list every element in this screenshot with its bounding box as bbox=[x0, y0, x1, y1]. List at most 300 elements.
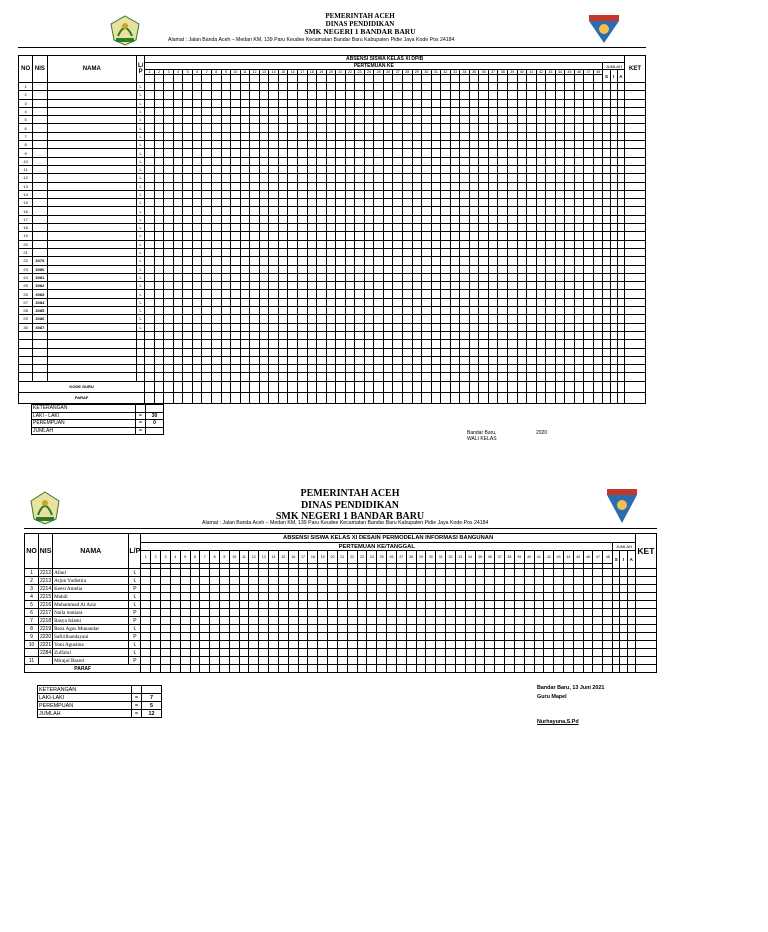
attendance-cell bbox=[412, 141, 422, 149]
row-nama bbox=[47, 207, 137, 215]
attendance-cell bbox=[610, 290, 617, 298]
attendance-cell bbox=[469, 273, 479, 281]
empty-cell bbox=[136, 405, 146, 413]
attendance-cell bbox=[318, 617, 328, 625]
signature-place: Bandar Baru, bbox=[467, 430, 497, 436]
attendance-cell bbox=[383, 323, 393, 331]
empty-cell bbox=[154, 348, 164, 356]
attendance-cell bbox=[450, 240, 460, 248]
attendance-cell bbox=[507, 232, 517, 240]
attendance-cell bbox=[269, 585, 279, 593]
attendance-cell bbox=[544, 593, 554, 601]
attendance-cell bbox=[536, 315, 546, 323]
attendance-cell bbox=[527, 157, 537, 165]
attendance-cell bbox=[422, 215, 432, 223]
empty-cell bbox=[317, 340, 327, 348]
empty-cell bbox=[364, 356, 374, 364]
attendance-cell bbox=[488, 141, 498, 149]
row-nis: 2215 bbox=[40, 593, 52, 600]
table-row bbox=[25, 633, 657, 641]
attendance-cell bbox=[573, 657, 583, 665]
attendance-cell bbox=[534, 569, 544, 577]
meeting-date-cell bbox=[250, 75, 260, 83]
attendance-cell bbox=[565, 99, 575, 107]
empty-cell bbox=[259, 348, 269, 356]
attendance-cell bbox=[202, 157, 212, 165]
empty-cell bbox=[555, 331, 565, 339]
attendance-cell bbox=[240, 91, 250, 99]
attendance-cell bbox=[593, 641, 603, 649]
attendance-cell bbox=[364, 265, 374, 273]
empty-cell bbox=[584, 348, 594, 356]
jumlah-sub-header: S bbox=[613, 551, 620, 569]
attendance-cell bbox=[475, 569, 485, 577]
attendance-cell bbox=[278, 224, 288, 232]
attendance-cell bbox=[534, 633, 544, 641]
attendance-cell bbox=[517, 265, 527, 273]
empty-cell bbox=[297, 365, 307, 373]
attendance-cell bbox=[278, 617, 288, 625]
attendance-cell bbox=[269, 157, 279, 165]
attendance-cell bbox=[259, 215, 269, 223]
empty-cell bbox=[240, 340, 250, 348]
attendance-cell bbox=[620, 625, 627, 633]
row-nama bbox=[47, 273, 137, 281]
attendance-cell bbox=[488, 165, 498, 173]
attendance-cell bbox=[625, 265, 646, 273]
attendance-cell bbox=[154, 199, 164, 207]
attendance-cell bbox=[505, 569, 515, 577]
row-nis: 3082 bbox=[33, 282, 47, 290]
meeting-number: 15 bbox=[278, 551, 288, 564]
attendance-cell bbox=[546, 273, 556, 281]
attendance-cell bbox=[367, 617, 377, 625]
attendance-cell bbox=[317, 323, 327, 331]
attendance-cell bbox=[212, 298, 222, 306]
attendance-cell bbox=[565, 257, 575, 265]
empty-cell bbox=[202, 340, 212, 348]
meeting-number: 30 bbox=[426, 551, 436, 564]
attendance-cell bbox=[161, 609, 171, 617]
attendance-cell bbox=[202, 315, 212, 323]
attendance-cell bbox=[534, 601, 544, 609]
attendance-cell bbox=[190, 625, 200, 633]
signature-cell bbox=[555, 381, 565, 392]
attendance-cell bbox=[593, 649, 603, 657]
attendance-cell bbox=[479, 174, 489, 182]
attendance-cell bbox=[307, 265, 317, 273]
attendance-cell bbox=[441, 207, 451, 215]
table-row bbox=[19, 215, 646, 223]
attendance-cell bbox=[173, 215, 183, 223]
empty-cell bbox=[183, 356, 193, 364]
attendance-cell bbox=[326, 315, 336, 323]
attendance-cell bbox=[441, 141, 451, 149]
signature-cell bbox=[450, 381, 460, 392]
attendance-cell bbox=[364, 83, 374, 91]
attendance-cell bbox=[345, 240, 355, 248]
attendance-cell bbox=[393, 273, 403, 281]
attendance-cell bbox=[278, 641, 288, 649]
attendance-cell bbox=[173, 141, 183, 149]
attendance-cell bbox=[393, 182, 403, 190]
attendance-cell bbox=[416, 657, 426, 665]
empty-cell bbox=[240, 348, 250, 356]
attendance-cell bbox=[288, 257, 298, 265]
attendance-cell bbox=[355, 298, 365, 306]
attendance-cell bbox=[141, 585, 151, 593]
empty-cell bbox=[584, 340, 594, 348]
attendance-cell bbox=[250, 174, 260, 182]
attendance-cell bbox=[635, 617, 656, 625]
attendance-cell bbox=[507, 282, 517, 290]
attendance-cell bbox=[180, 657, 190, 665]
empty-cell bbox=[488, 331, 498, 339]
meeting-date-cell bbox=[336, 75, 346, 83]
row-no: 9 bbox=[19, 149, 33, 157]
attendance-cell bbox=[603, 298, 610, 306]
signature-cell bbox=[250, 392, 260, 403]
attendance-cell bbox=[441, 190, 451, 198]
attendance-cell bbox=[355, 157, 365, 165]
attendance-cell bbox=[387, 609, 397, 617]
empty-cell bbox=[617, 340, 624, 348]
attendance-cell bbox=[613, 569, 620, 577]
attendance-cell bbox=[436, 657, 446, 665]
attendance-cell bbox=[374, 207, 384, 215]
empty-cell bbox=[250, 340, 260, 348]
attendance-cell bbox=[460, 83, 470, 91]
attendance-cell bbox=[190, 593, 200, 601]
attendance-cell bbox=[469, 199, 479, 207]
attendance-cell bbox=[610, 83, 617, 91]
empty-cell bbox=[202, 373, 212, 381]
empty-cell bbox=[33, 340, 47, 348]
attendance-cell bbox=[544, 601, 554, 609]
header-line-1: PEMERINTAH ACEH bbox=[325, 12, 395, 20]
attendance-cell bbox=[583, 593, 593, 601]
attendance-cell bbox=[145, 282, 155, 290]
attendance-cell bbox=[593, 609, 603, 617]
attendance-cell bbox=[387, 633, 397, 641]
attendance-cell bbox=[465, 625, 475, 633]
empty-cell bbox=[221, 331, 231, 339]
attendance-cell bbox=[625, 298, 646, 306]
keterangan-value: 5 bbox=[142, 702, 162, 710]
attendance-cell bbox=[240, 107, 250, 115]
attendance-cell bbox=[460, 182, 470, 190]
row-no: 8 bbox=[19, 141, 33, 149]
empty-cell bbox=[507, 356, 517, 364]
attendance-cell bbox=[610, 257, 617, 265]
attendance-cell bbox=[613, 625, 620, 633]
attendance-cell bbox=[278, 633, 288, 641]
attendance-cell bbox=[383, 182, 393, 190]
attendance-cell bbox=[441, 307, 451, 315]
meeting-number: 26 bbox=[383, 70, 393, 75]
signature-cell bbox=[307, 392, 317, 403]
attendance-cell bbox=[374, 83, 384, 91]
attendance-cell bbox=[269, 165, 279, 173]
empty-cell bbox=[593, 340, 603, 348]
signature-cell bbox=[441, 392, 451, 403]
attendance-cell bbox=[345, 182, 355, 190]
attendance-cell bbox=[593, 116, 603, 124]
attendance-cell bbox=[393, 99, 403, 107]
empty-cell bbox=[297, 331, 307, 339]
row-no: 11 bbox=[25, 657, 39, 665]
attendance-cell bbox=[374, 290, 384, 298]
attendance-cell bbox=[345, 323, 355, 331]
attendance-cell bbox=[635, 633, 656, 641]
attendance-cell bbox=[308, 649, 318, 657]
attendance-cell bbox=[610, 182, 617, 190]
attendance-cell bbox=[337, 601, 347, 609]
empty-cell bbox=[479, 365, 489, 373]
attendance-cell bbox=[625, 215, 646, 223]
attendance-cell bbox=[259, 232, 269, 240]
attendance-cell bbox=[355, 124, 365, 132]
attendance-cell bbox=[617, 232, 624, 240]
attendance-cell bbox=[307, 215, 317, 223]
empty-cell bbox=[183, 373, 193, 381]
attendance-cell bbox=[164, 307, 174, 315]
attendance-cell bbox=[546, 307, 556, 315]
attendance-cell bbox=[173, 157, 183, 165]
attendance-cell bbox=[326, 99, 336, 107]
attendance-cell bbox=[565, 207, 575, 215]
attendance-cell bbox=[180, 601, 190, 609]
attendance-cell bbox=[431, 116, 441, 124]
empty-cell bbox=[278, 348, 288, 356]
attendance-cell bbox=[145, 157, 155, 165]
row-lp: L bbox=[137, 141, 145, 149]
attendance-cell bbox=[374, 199, 384, 207]
attendance-cell bbox=[200, 625, 210, 633]
attendance-cell bbox=[450, 199, 460, 207]
attendance-cell bbox=[488, 132, 498, 140]
attendance-cell bbox=[367, 593, 377, 601]
attendance-cell bbox=[328, 657, 338, 665]
attendance-cell bbox=[498, 257, 508, 265]
attendance-cell bbox=[603, 273, 610, 281]
attendance-cell bbox=[336, 307, 346, 315]
attendance-cell bbox=[507, 224, 517, 232]
attendance-cell bbox=[288, 99, 298, 107]
meeting-number: 48 bbox=[603, 551, 613, 564]
attendance-cell bbox=[297, 290, 307, 298]
signature-cell bbox=[617, 392, 624, 403]
attendance-cell bbox=[210, 593, 220, 601]
row-nama bbox=[47, 290, 137, 298]
attendance-cell bbox=[202, 165, 212, 173]
attendance-cell bbox=[617, 207, 624, 215]
empty-cell bbox=[47, 348, 137, 356]
attendance-cell bbox=[565, 282, 575, 290]
meeting-number: 40 bbox=[517, 70, 527, 75]
attendance-cell bbox=[154, 248, 164, 256]
attendance-cell bbox=[317, 240, 327, 248]
school-address: Alamat : Jalan Banda Aceh – Medan KM, 139 Paru Keudee Kecamatan Bandar Baru Kabupaten Pidie Jaya Kode Pos 24184 bbox=[202, 520, 489, 526]
attendance-cell bbox=[536, 307, 546, 315]
attendance-cell bbox=[326, 248, 336, 256]
empty-cell bbox=[145, 356, 155, 364]
attendance-cell bbox=[250, 215, 260, 223]
signature-cell bbox=[495, 665, 505, 673]
attendance-cell bbox=[278, 290, 288, 298]
attendance-cell bbox=[307, 315, 317, 323]
attendance-cell bbox=[534, 577, 544, 585]
empty-cell bbox=[610, 356, 617, 364]
attendance-cell bbox=[259, 290, 269, 298]
attendance-cell bbox=[355, 248, 365, 256]
attendance-cell bbox=[173, 149, 183, 157]
attendance-cell bbox=[374, 99, 384, 107]
signature-cell bbox=[298, 665, 308, 673]
meeting-date-cell bbox=[507, 75, 517, 83]
attendance-cell bbox=[154, 257, 164, 265]
empty-cell bbox=[393, 331, 403, 339]
attendance-cell bbox=[250, 248, 260, 256]
meeting-number: 6 bbox=[192, 70, 202, 75]
attendance-cell bbox=[231, 232, 241, 240]
signature-cell bbox=[593, 665, 603, 673]
attendance-cell bbox=[145, 240, 155, 248]
attendance-cell bbox=[240, 265, 250, 273]
attendance-cell bbox=[173, 207, 183, 215]
keterangan-eq: = bbox=[132, 710, 142, 718]
meeting-number: 35 bbox=[475, 551, 485, 564]
signature-cell bbox=[357, 665, 367, 673]
meeting-number: 31 bbox=[436, 551, 446, 564]
empty-cell bbox=[173, 365, 183, 373]
attendance-cell bbox=[479, 298, 489, 306]
row-nama bbox=[47, 282, 137, 290]
attendance-cell bbox=[584, 99, 594, 107]
attendance-cell bbox=[374, 190, 384, 198]
empty-cell bbox=[507, 331, 517, 339]
attendance-cell bbox=[507, 265, 517, 273]
table-row bbox=[19, 331, 646, 339]
attendance-cell bbox=[565, 232, 575, 240]
attendance-cell bbox=[495, 633, 505, 641]
attendance-cell bbox=[377, 617, 387, 625]
row-lp: L bbox=[137, 199, 145, 207]
keterangan-value bbox=[146, 427, 164, 435]
meeting-number: 5 bbox=[180, 551, 190, 564]
attendance-cell bbox=[412, 240, 422, 248]
attendance-cell bbox=[183, 248, 193, 256]
attendance-cell bbox=[574, 232, 584, 240]
attendance-cell bbox=[610, 132, 617, 140]
signature-cell bbox=[469, 381, 479, 392]
attendance-cell bbox=[603, 641, 613, 649]
signature-cell bbox=[524, 665, 534, 673]
attendance-cell bbox=[367, 649, 377, 657]
signature-cell bbox=[617, 381, 624, 392]
attendance-cell bbox=[479, 265, 489, 273]
meeting-number: 22 bbox=[345, 70, 355, 75]
attendance-cell bbox=[164, 190, 174, 198]
empty-cell bbox=[610, 348, 617, 356]
empty-cell bbox=[536, 356, 546, 364]
attendance-cell bbox=[141, 601, 151, 609]
empty-cell bbox=[450, 331, 460, 339]
attendance-cell bbox=[573, 585, 583, 593]
meeting-number: 35 bbox=[469, 70, 479, 75]
attendance-cell bbox=[396, 617, 406, 625]
table-row bbox=[19, 141, 646, 149]
empty-cell bbox=[336, 340, 346, 348]
attendance-cell bbox=[402, 83, 412, 91]
attendance-cell bbox=[141, 633, 151, 641]
empty-cell bbox=[402, 365, 412, 373]
meeting-number: 42 bbox=[536, 70, 546, 75]
attendance-cell bbox=[603, 83, 610, 91]
meeting-number: 45 bbox=[565, 70, 575, 75]
attendance-cell bbox=[396, 609, 406, 617]
attendance-cell bbox=[479, 132, 489, 140]
attendance-cell bbox=[229, 601, 239, 609]
attendance-cell bbox=[364, 240, 374, 248]
attendance-cell bbox=[307, 290, 317, 298]
attendance-cell bbox=[202, 199, 212, 207]
meeting-number: 41 bbox=[534, 551, 544, 564]
meeting-date-cell bbox=[374, 75, 384, 83]
attendance-cell bbox=[469, 315, 479, 323]
attendance-cell bbox=[469, 99, 479, 107]
attendance-cell bbox=[485, 593, 495, 601]
empty-cell bbox=[192, 373, 202, 381]
attendance-cell bbox=[231, 132, 241, 140]
attendance-cell bbox=[544, 569, 554, 577]
attendance-cell bbox=[488, 190, 498, 198]
empty-cell bbox=[402, 331, 412, 339]
attendance-cell bbox=[347, 585, 357, 593]
attendance-cell bbox=[173, 298, 183, 306]
attendance-cell bbox=[212, 248, 222, 256]
attendance-cell bbox=[546, 315, 556, 323]
table-row bbox=[19, 199, 646, 207]
attendance-cell bbox=[288, 585, 298, 593]
row-no: 16 bbox=[19, 207, 33, 215]
attendance-cell bbox=[298, 593, 308, 601]
attendance-cell bbox=[436, 577, 446, 585]
attendance-cell bbox=[479, 165, 489, 173]
attendance-cell bbox=[154, 224, 164, 232]
attendance-cell bbox=[269, 207, 279, 215]
attendance-cell bbox=[393, 91, 403, 99]
signature-cell bbox=[422, 381, 432, 392]
attendance-cell bbox=[498, 182, 508, 190]
attendance-cell bbox=[259, 83, 269, 91]
meeting-number: 3 bbox=[164, 70, 174, 75]
attendance-cell bbox=[364, 174, 374, 182]
attendance-cell bbox=[495, 649, 505, 657]
attendance-cell bbox=[355, 323, 365, 331]
attendance-cell bbox=[269, 577, 279, 585]
attendance-cell bbox=[202, 282, 212, 290]
attendance-cell bbox=[240, 116, 250, 124]
attendance-cell bbox=[574, 248, 584, 256]
col-nama-header: NAMA bbox=[47, 56, 137, 83]
attendance-cell bbox=[517, 132, 527, 140]
empty-cell bbox=[617, 348, 624, 356]
attendance-cell bbox=[180, 593, 190, 601]
attendance-cell bbox=[364, 91, 374, 99]
attendance-cell bbox=[231, 224, 241, 232]
row-nama bbox=[47, 149, 137, 157]
